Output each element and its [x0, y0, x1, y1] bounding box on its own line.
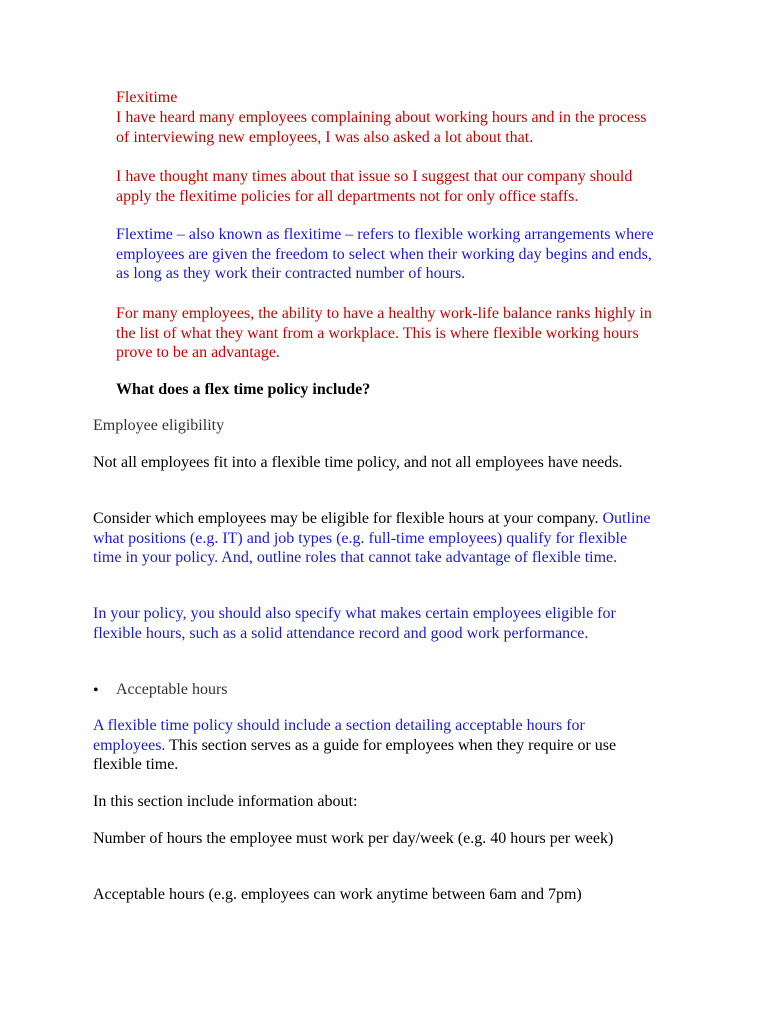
paragraph-complaints: I have heard many employees complaining about working hours and in the process of interviewing new employees, I was also asked a lot about that.: [116, 109, 647, 146]
section-title-employee-eligibility: Employee eligibility: [93, 417, 225, 434]
bullet-marker: •: [93, 682, 99, 699]
consider-text: Consider which employees may be eligible for flexible hours at your company.: [93, 510, 603, 527]
paragraph-not-all-employees: Not all employees fit into a flexible time policy, and not all employees have needs.: [93, 454, 623, 471]
paragraph-flextime-definition: Flextime – also known as flexitime – refers to flexible working arrangements where employees are given the freedom to select when their working day begins and ends, as long as they work their contracted number of hours.: [116, 226, 654, 283]
paragraph-acceptable-hours-example: Acceptable hours (e.g. employees can work anytime between 6am and 7pm): [93, 886, 582, 903]
paragraph-include-info: In this section include information about:: [93, 793, 358, 810]
paragraph-consider-employees: [93, 509, 653, 568]
paragraph-number-of-hours: Number of hours the employee must work per day/week (e.g. 40 hours per week): [93, 830, 614, 847]
paragraph-specify-eligibility: In your policy, you should also specify what makes certain employees eligible for flexible hours, such as a solid attendance record and good work performance.: [93, 605, 616, 642]
paragraph-work-life-balance: For many employees, the ability to have a healthy work-life balance ranks highly in the list of what they want from a workplace. This is where flexible working hours prove to be an advantage.: [116, 305, 652, 362]
doc-heading: Flexitime: [116, 89, 178, 106]
question-heading: What does a flex time policy include?: [116, 381, 371, 398]
paragraph-policy-section: [93, 716, 653, 775]
outline-positions-text: Outline what positions (e.g. IT) and job types (e.g. full-time employees) qualify for flexible time in your policy. And, outline roles that cannot take advantage of flexible time.: [93, 510, 651, 567]
policy-section-blue-text: A flexible time policy should include a section detailing acceptable hours for employees.: [93, 717, 585, 754]
paragraph-suggestion: I have thought many times about that issue so I suggest that our company should apply the flexitime policies for all departments not for only office staffs.: [116, 168, 633, 205]
policy-section-black-text: This section serves as a guide for employees when they require or use flexible time.: [93, 736, 617, 774]
section-title-acceptable-hours: Acceptable hours: [116, 681, 228, 698]
